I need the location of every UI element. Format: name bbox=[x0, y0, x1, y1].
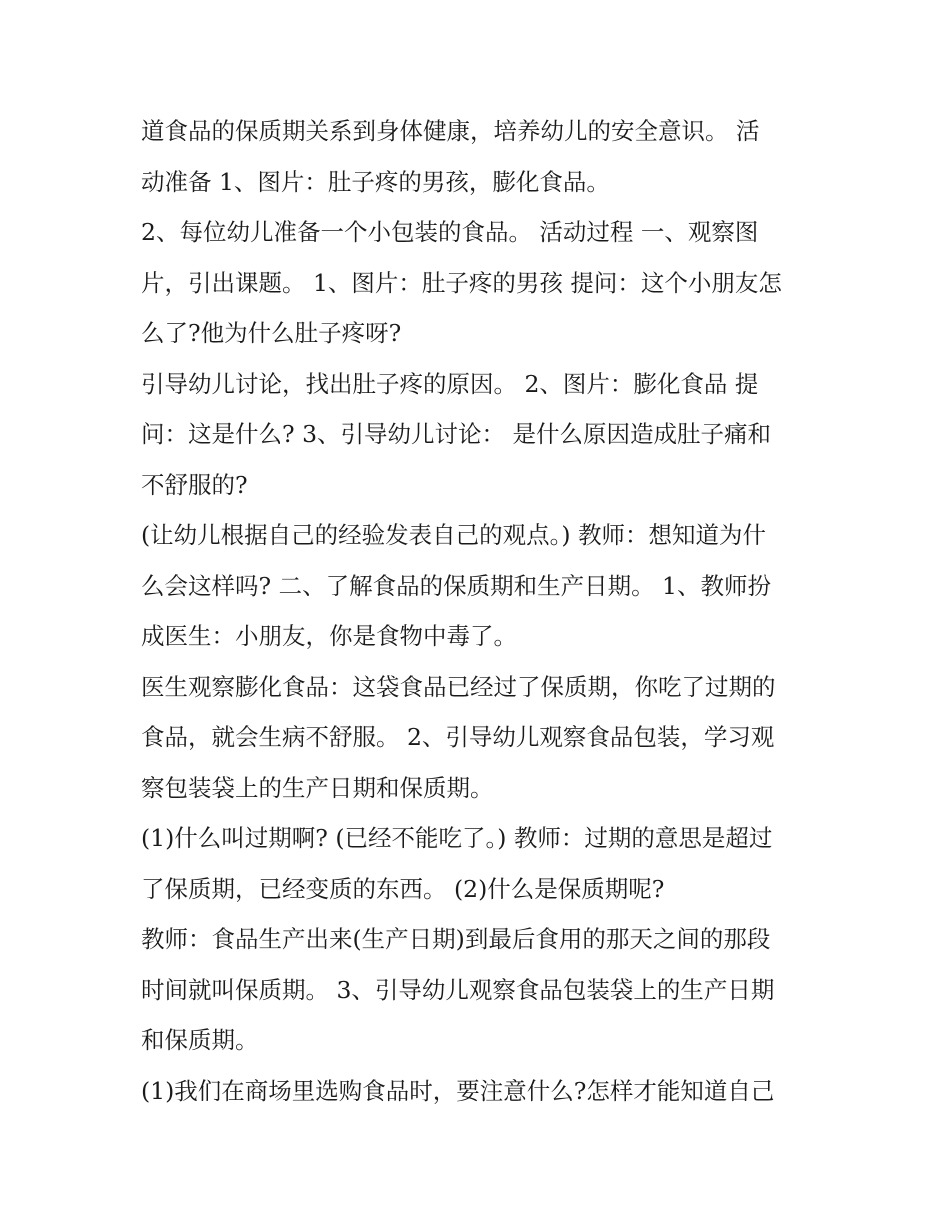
text-line: 察包装袋上的生产日期和保质期。 bbox=[141, 773, 494, 802]
paragraph bbox=[141, 662, 821, 814]
text-line: 和保质期。 bbox=[141, 1026, 259, 1054]
paragraph bbox=[141, 106, 821, 207]
paragraph bbox=[141, 813, 821, 914]
text-line: 食品，就会生病不舒服。 2、引导幼儿观察食品包装，学习观 bbox=[141, 723, 775, 751]
text-line: 成医生：小朋友，你是食物中毒了。 bbox=[141, 622, 517, 650]
paragraph bbox=[141, 914, 821, 1066]
text-line: 不舒服的? bbox=[141, 470, 248, 499]
text-line: 时间就叫保质期。 3、引导幼儿观察食品包装袋上的生产日期 bbox=[141, 975, 775, 1004]
text-line: 片，引出课题。 1、图片：肚子疼的男孩 提问：这个小朋友怎 bbox=[141, 268, 782, 297]
text-line: 么了?他为什么肚子疼呀? bbox=[141, 319, 402, 347]
text-line: 么会这样吗? 二、了解食品的保质期和生产日期。 1、教师扮 bbox=[141, 571, 771, 600]
text-line: 动准备 1、图片：肚子疼的男孩，膨化食品。 bbox=[141, 167, 610, 196]
text-line: 了保质期，已经变质的东西。 (2)什么是保质期呢? bbox=[141, 874, 665, 903]
text-line: 教师：食品生产出来(生产日期)到最后食用的那天之间的那段 bbox=[141, 925, 771, 953]
paragraph bbox=[141, 1066, 821, 1117]
text-line: (1)什么叫过期啊? (已经不能吃了。) 教师：过期的意思是超过 bbox=[141, 824, 773, 852]
paragraph bbox=[141, 359, 821, 511]
paragraph bbox=[141, 510, 821, 662]
text-line: (让幼儿根据自己的经验发表自己的观点。) 教师：想知道为什 bbox=[141, 521, 767, 549]
text-line: 2、每位幼儿准备一个小包装的食品。 活动过程 一、观察图 bbox=[141, 218, 759, 246]
body-text bbox=[141, 106, 821, 1116]
text-line: 问：这是什么? 3、引导幼儿讨论： 是什么原因造成肚子痛和 bbox=[141, 420, 771, 448]
text-line: 引导幼儿讨论，找出肚子疼的原因。 2、图片：膨化食品 提 bbox=[141, 369, 759, 398]
paragraph bbox=[141, 207, 821, 359]
text-line: 医生观察膨化食品：这袋食品已经过了保质期，你吃了过期的 bbox=[141, 672, 776, 701]
text-line: 道食品的保质期关系到身体健康，培养幼儿的安全意识。 活 bbox=[141, 117, 760, 145]
text-line: (1)我们在商场里选购食品时，要注意什么?怎样才能知道自己 bbox=[141, 1076, 775, 1105]
